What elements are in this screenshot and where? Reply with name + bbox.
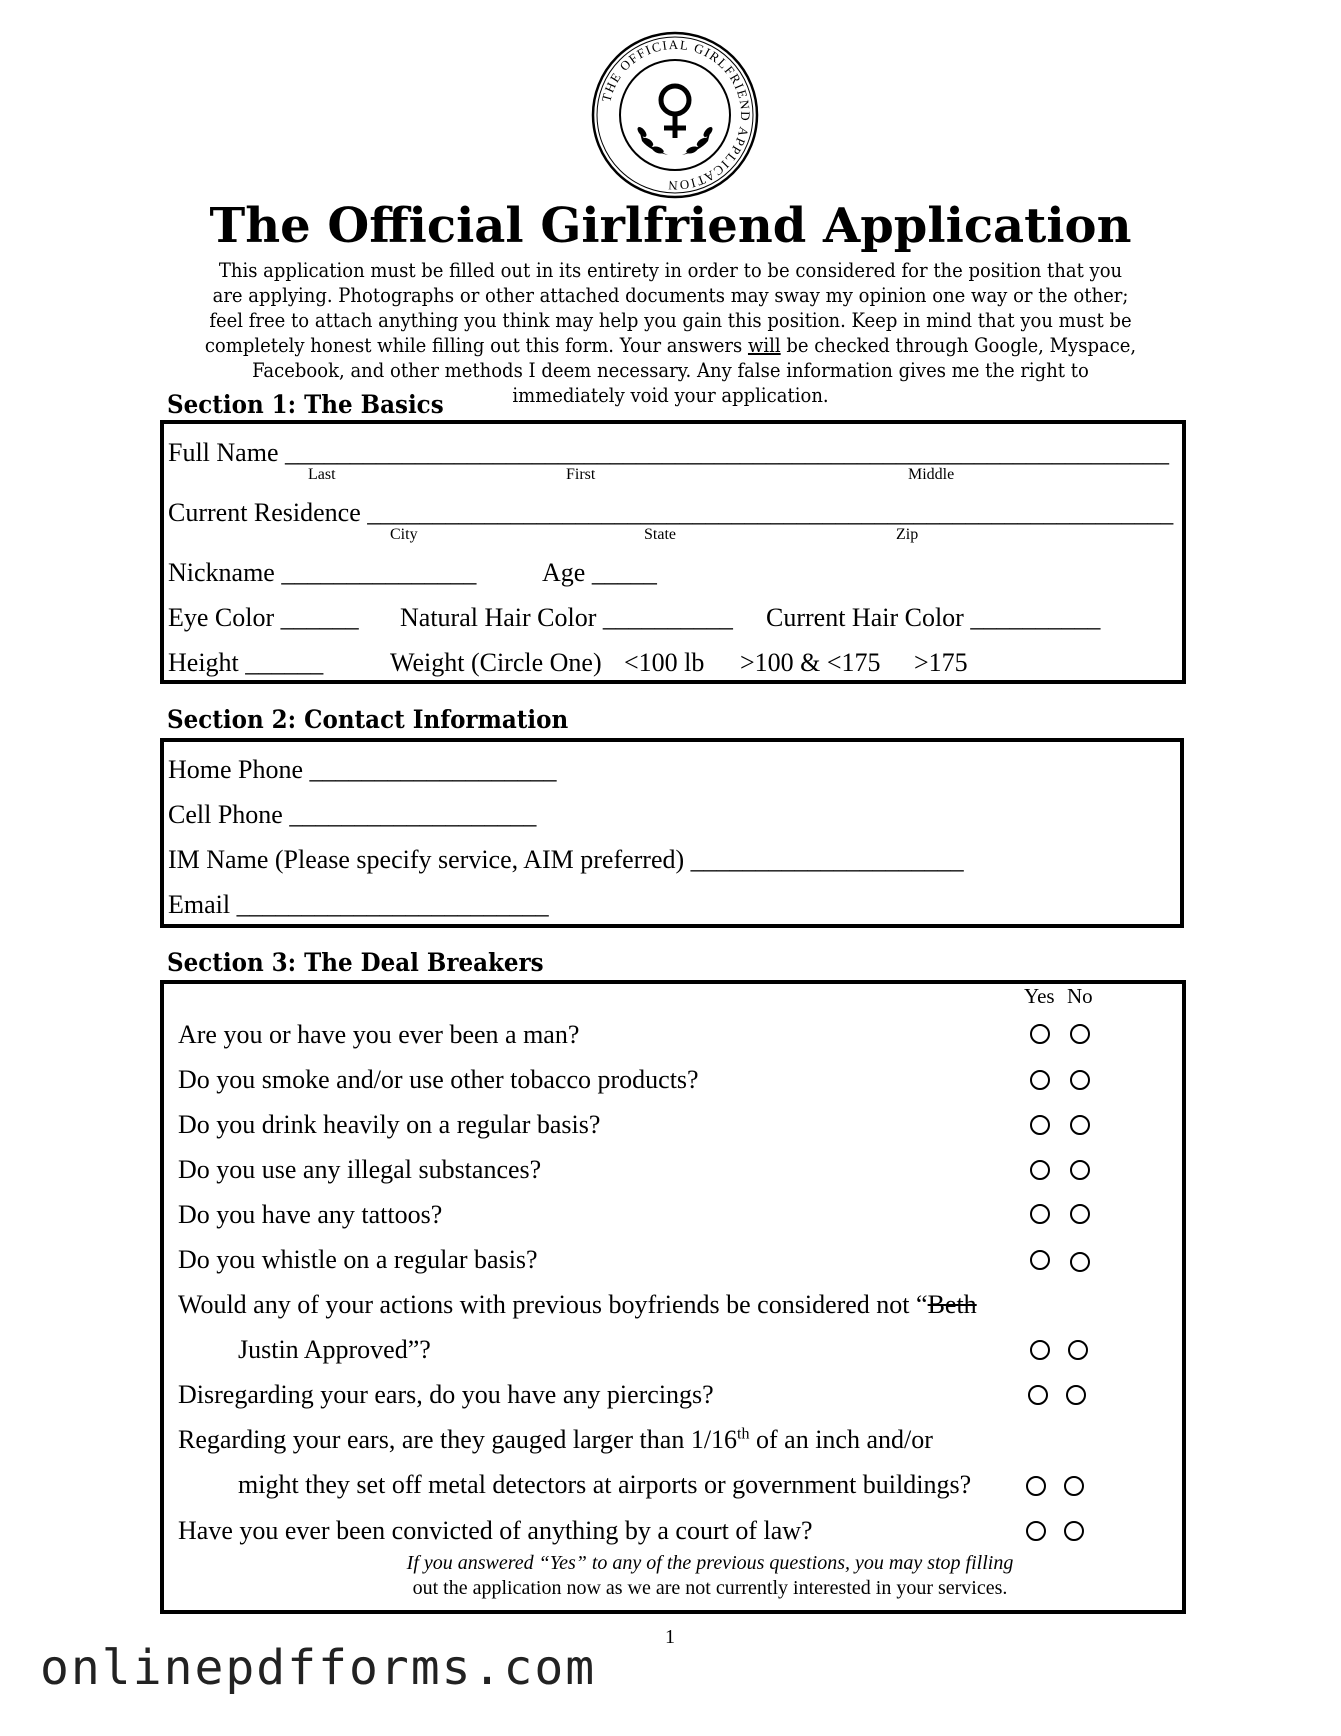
svg-text:THE OFFICIAL GIRLFRIEND APPLIC: THE OFFICIAL GIRLFRIEND APPLICATION	[598, 36, 754, 194]
yes-radio[interactable]	[1030, 1070, 1050, 1090]
struck-name: Beth	[927, 1290, 977, 1319]
question-text-part: Regarding your ears, are they gauged larger than 1/16	[178, 1425, 738, 1454]
question-text-continued: might they set off metal detectors at airports or government buildings?	[238, 1470, 972, 1499]
yes-radio[interactable]	[1026, 1476, 1046, 1496]
question-text	[178, 1290, 977, 1320]
question-text: Do you smoke and/or use other tobacco products?	[178, 1065, 699, 1094]
home-phone-field[interactable]: Home Phone ___________________	[168, 755, 557, 784]
cell-phone-field[interactable]: Cell Phone ___________________	[168, 800, 537, 829]
weight-label: Weight (Circle One)	[390, 648, 602, 677]
no-radio[interactable]	[1068, 1340, 1088, 1360]
no-radio[interactable]	[1070, 1252, 1090, 1272]
yes-radio[interactable]	[1030, 1340, 1050, 1360]
section1-title: Section 1: The Basics	[167, 390, 444, 419]
yes-radio[interactable]	[1030, 1204, 1050, 1224]
weight-option[interactable]: <100 lb	[624, 648, 705, 677]
no-radio[interactable]	[1066, 1385, 1086, 1405]
current-hair-color-field[interactable]: Current Hair Color __________	[766, 603, 1101, 632]
page-number: 1	[665, 1626, 675, 1648]
yes-radio[interactable]	[1030, 1024, 1050, 1044]
section2-title: Section 2: Contact Information	[167, 705, 569, 734]
no-radio[interactable]	[1070, 1204, 1090, 1224]
intro-text: This application must be filled out in its entirety in order to be considered for the position that you are applying. Photographs or other attached documents may sway my opinion one way or the other; feel free to attach anything you think may help you gain this position. Keep in mind that you must be completely honest while filling out this form. Your answers	[204, 258, 1132, 357]
question-text: Do you have any tattoos?	[178, 1200, 443, 1229]
official-seal-logo	[590, 30, 760, 200]
page-title: The Official Girlfriend Application	[209, 198, 1132, 254]
email-field[interactable]: Email ________________________	[168, 890, 549, 919]
im-name-field[interactable]: IM Name (Please specify service, AIM preferred) _____________________	[168, 845, 964, 874]
question-text: Disregarding your ears, do you have any piercings?	[178, 1380, 714, 1409]
question-text	[178, 1425, 933, 1455]
no-radio[interactable]	[1070, 1115, 1090, 1135]
question-text: Are you or have you ever been a man?	[178, 1020, 580, 1049]
full-name-sublabel-first: First	[566, 466, 596, 483]
full-name-sublabel-last: Last	[308, 466, 336, 483]
section3-title: Section 3: The Deal Breakers	[167, 948, 544, 977]
question-text-part: of an inch and/or	[749, 1425, 933, 1454]
natural-hair-color-field[interactable]: Natural Hair Color __________	[400, 603, 733, 632]
female-symbol-icon	[661, 86, 689, 138]
stop-note-line2: out the application now as we are not currently interested in your services.	[412, 1577, 1008, 1599]
no-radio[interactable]	[1064, 1476, 1084, 1496]
weight-option[interactable]: >100 & <175	[740, 648, 881, 677]
yes-radio[interactable]	[1028, 1385, 1048, 1405]
question-text: Do you whistle on a regular basis?	[178, 1245, 538, 1274]
weight-option[interactable]: >175	[914, 648, 968, 677]
intro-text-end: be checked through Google, Myspace, Facebook, and other methods I deem necessary. Any false information gives me the right to immediately void your application.	[252, 333, 1137, 407]
question-text-part: Would any of your actions with previous boyfriends be considered not “	[178, 1290, 928, 1319]
no-radio[interactable]	[1070, 1070, 1090, 1090]
residence-sublabel-zip: Zip	[896, 526, 919, 543]
residence-sublabel-city: City	[390, 526, 418, 543]
yes-radio[interactable]	[1030, 1115, 1050, 1135]
residence-field[interactable]: Current Residence ______________________________________________________________	[168, 498, 1174, 527]
residence-sublabel-state: State	[644, 526, 676, 543]
intro-paragraph	[202, 258, 1139, 408]
no-radio[interactable]	[1070, 1024, 1090, 1044]
question-text: Do you drink heavily on a regular basis?	[178, 1110, 601, 1139]
question-text-continued: Justin Approved”?	[238, 1335, 431, 1364]
question-text: Do you use any illegal substances?	[178, 1155, 542, 1184]
no-radio[interactable]	[1070, 1160, 1090, 1180]
nickname-field[interactable]: Nickname _______________	[168, 558, 477, 587]
height-field[interactable]: Height ______	[168, 648, 324, 677]
no-column-header: No	[1067, 984, 1093, 1008]
eye-color-field[interactable]: Eye Color ______	[168, 603, 359, 632]
question-text: Have you ever been convicted of anything by a court of law?	[178, 1516, 813, 1545]
full-name-sublabel-middle: Middle	[908, 466, 955, 483]
yes-radio[interactable]	[1030, 1250, 1050, 1270]
intro-emphasis: will	[747, 333, 781, 357]
no-radio[interactable]	[1064, 1521, 1084, 1541]
age-field[interactable]: Age _____	[542, 558, 657, 587]
stop-note-line1: If you answered “Yes” to any of the previous questions, you may stop filling	[406, 1552, 1014, 1574]
watermark: onlinepdfforms.com	[40, 1640, 597, 1696]
yes-radio[interactable]	[1030, 1160, 1050, 1180]
yes-radio[interactable]	[1026, 1521, 1046, 1541]
yes-column-header: Yes	[1024, 984, 1055, 1008]
superscript: th	[737, 1425, 750, 1443]
full-name-field[interactable]: Full Name ____________________________________________________________________	[168, 438, 1169, 467]
